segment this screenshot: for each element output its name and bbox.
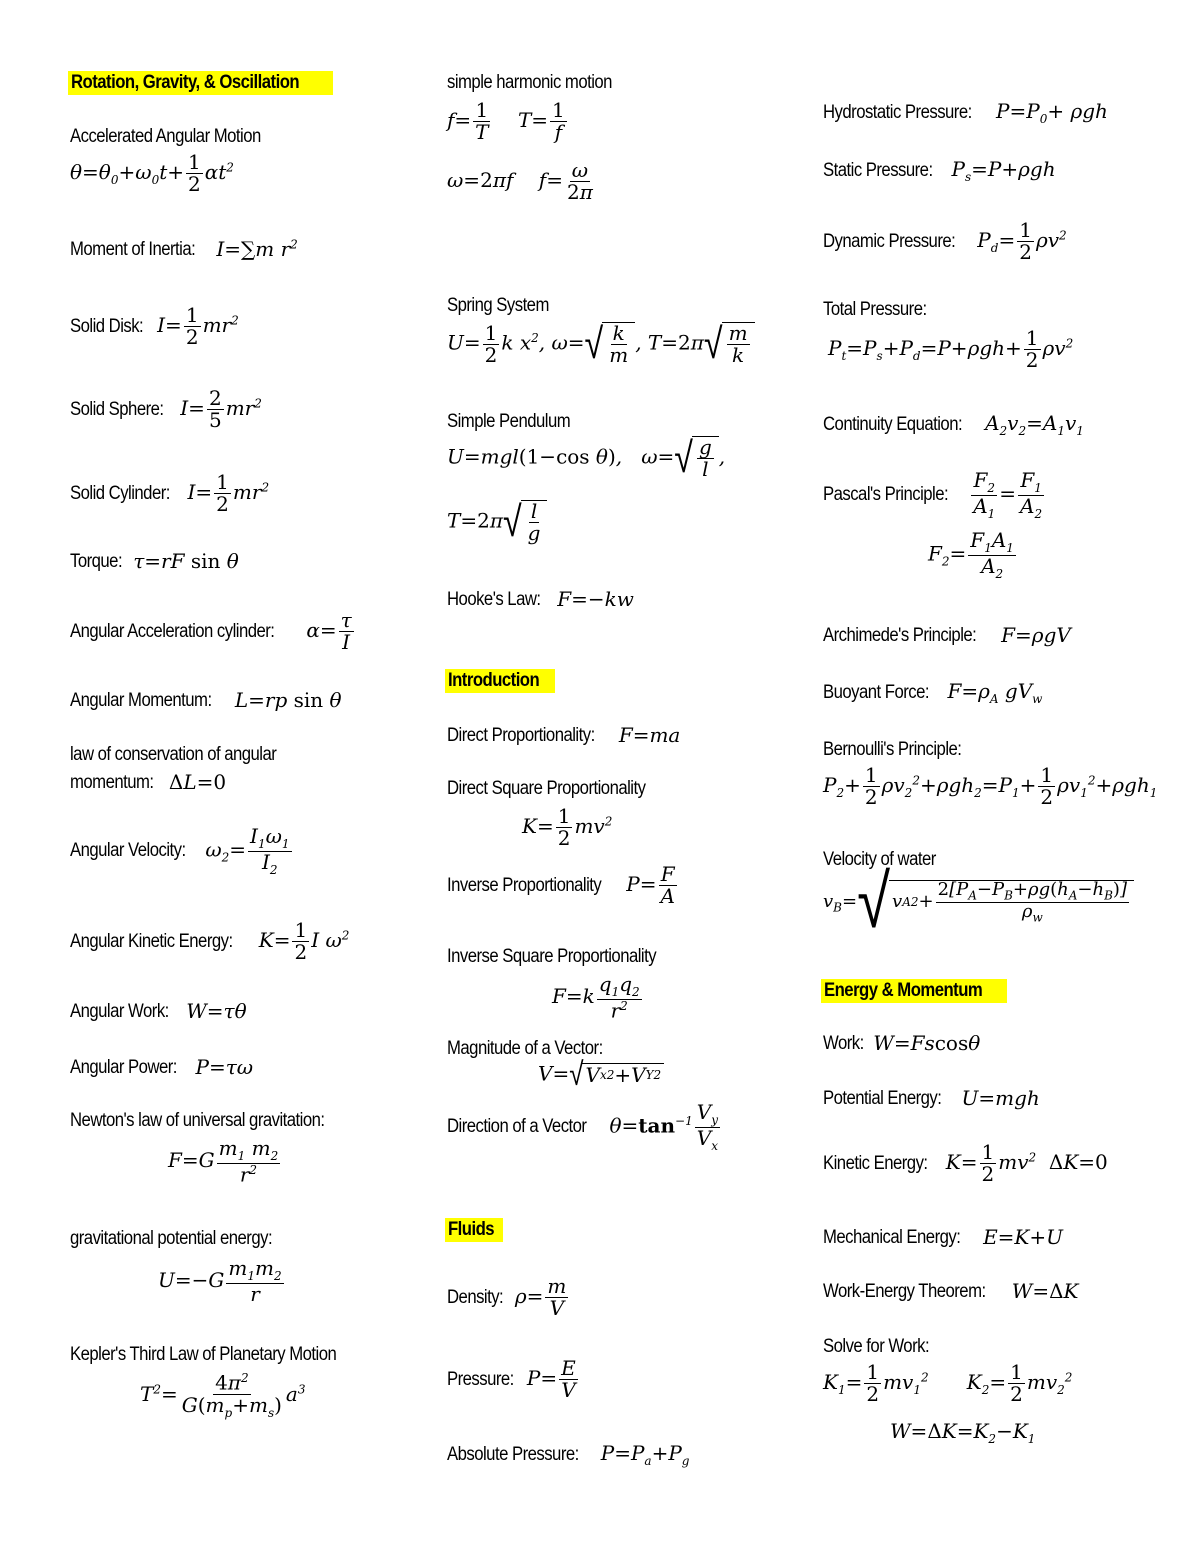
fluids-heading: Fluids [445, 1218, 503, 1242]
solve-for-work-label: Solve for Work: [823, 1336, 930, 1357]
pascals-principle-solved-formula: $F_2=$ $\frac{F_1A_1}{A_2}$ [928, 528, 1014, 581]
buoyant-force-row: Buoyant Force: $F=\rho_A$ $gV_w$ [823, 679, 1043, 706]
solid-sphere-row: Solid Sphere: I= $\frac{2}{5}$ $mr^2$ [70, 386, 262, 432]
angular-acceleration-row: Angular Acceleration cylinder: α= $\frac{\tau}{I}$ [70, 608, 352, 654]
solid-cylinder-row: Solid Cylinder: I= $\frac{1}{2}$ $mr^2$ [70, 470, 270, 516]
bernoulli-principle-label: Bernoulli's Principle: [823, 739, 962, 760]
bernoulli-principle-formula: $P_2+$ $\frac{1}{2}$ $\rho v_2^2+\rho gh_2=P_1+$ $\frac{1}{2}$ $\rho v_1^2+\rho gh_1$ [823, 763, 1158, 809]
pendulum-energy-formula: U=mgl(1−cos θ), ω= √ g l , [447, 433, 726, 483]
energy-momentum-heading: Energy & Momentum [821, 979, 1007, 1003]
work-row: Work: W=Fscosθ [823, 1031, 981, 1055]
hookes-law-row: Hooke's Law: F=−kw [447, 587, 634, 611]
spring-system-formula: U= $\frac{1}{2}$ k $x^2$, ω= √ k m , T=2π √ m k [447, 322, 755, 366]
work-energy-theorem-row: Work-Energy Theorem: W=ΔK [823, 1279, 1079, 1303]
velocity-of-water-formula: $v_B=$ √ v A 2 + $2[P_A-P_B+\rho g(h_A-h_B)]$ $\rho_w$ [823, 872, 1134, 932]
shm-angular-frequency-formula: ω=2πf f= $\frac{\omega}{2\pi}$ [447, 158, 593, 204]
conservation-row: momentum: ΔL=0 [70, 770, 227, 794]
angular-momentum-row: Angular Momentum: L=rp sin θ [70, 688, 342, 712]
dynamic-pressure-row: Dynamic Pressure: $P_d=$ $\frac{1}{2}$ $\rho v^2$ [823, 218, 1067, 264]
kepler-label: Kepler's Third Law of Planetary Motion [70, 1344, 337, 1365]
shm-frequency-period-formula: f= $\frac{1}{T}$ T= $\frac{1}{f}$ [447, 98, 565, 144]
static-pressure-row: Static Pressure: $P_s=P+\rho gh$ [823, 157, 1056, 184]
vector-direction-row: Direction of a Vector $\theta=\tan^{-1}$ $\frac{V_y}{V_x}$ [447, 1100, 718, 1153]
rotation-gravity-oscillation-heading: Rotation, Gravity, & Oscillation [68, 71, 333, 95]
density-row: Density: ρ= $\frac{m}{V}$ [447, 1274, 567, 1320]
newton-gravitation-label: Newton's law of universal gravitation: [70, 1110, 325, 1131]
grav-potential-energy-label: gravitational potential energy: [70, 1228, 273, 1249]
vector-magnitude-formula: V= √ V x 2 +V Y 2 [538, 1062, 664, 1088]
torque-row: Torque: τ=rF sin θ [70, 549, 239, 573]
vector-magnitude-label: Magnitude of a Vector: [447, 1038, 603, 1059]
angular-power-row: Angular Power: P=τω [70, 1055, 254, 1079]
absolute-pressure-row: Absolute Pressure: $P=P_a+P_g$ [447, 1441, 690, 1468]
moment-of-inertia-row: Moment of Inertia: I=∑m $r^2$ [70, 237, 298, 261]
inverse-square-proportionality-label: Inverse Square Proportionality [447, 946, 657, 967]
accelerated-angular-motion-label: Accelerated Angular Motion [70, 126, 261, 147]
direct-square-proportionality-label: Direct Square Proportionality [447, 778, 646, 799]
kepler-formula: $T^2=$ $\frac{4\pi^2}{G(m_p+m_s)}$ $a^3$ [140, 1370, 306, 1420]
simple-pendulum-label: Simple Pendulum [447, 411, 571, 432]
pressure-row: Pressure: P= $\frac{E}{V}$ [447, 1356, 576, 1402]
grav-potential-energy-formula: U=−G $\frac{m_1m_2}{r}$ [158, 1256, 282, 1306]
velocity-of-water-label: Velocity of water [823, 849, 936, 870]
total-pressure-label: Total Pressure: [823, 299, 927, 320]
continuity-equation-row: Continuity Equation: $A_2v_2=A_1v_1$ [823, 411, 1084, 438]
conservation-label-line1: law of conservation of angular [70, 744, 277, 765]
solve-for-work-result-formula: $W=\Delta K=K_2-K_1$ [890, 1419, 1036, 1446]
shm-label: simple harmonic motion [447, 72, 612, 93]
solve-for-work-kinetic-formulas: $K_1=$ $\frac{1}{2}$ $mv_1^2$ $K_2=$ $\frac{1}{2}$ $mv_2^2$ [823, 1360, 1073, 1406]
angular-work-row: Angular Work: W=τθ [70, 999, 247, 1023]
spring-system-label: Spring System [447, 295, 549, 316]
angular-velocity-row: Angular Velocity: $\omega_2=$ $\frac{I_1\omega_1}{I_2}$ [70, 824, 290, 877]
hydrostatic-pressure-row: Hydrostatic Pressure: $P=P_0+ \rho gh$ [823, 99, 1108, 126]
mechanical-energy-row: Mechanical Energy: E=K+U [823, 1225, 1063, 1249]
introduction-heading: Introduction [445, 669, 555, 693]
inverse-square-proportionality-formula: F=k $\frac{q_1q_2}{r^2}$ [552, 972, 640, 1023]
pascals-principle-row: Pascal's Principle: $\frac{F_2}{A_1}$ = $\frac{F_1}{A_2}$ [823, 468, 1043, 521]
total-pressure-formula: $P_t=P_s+P_d=P+\rho gh+$ $\frac{1}{2}$ $\rho v^2$ [828, 326, 1074, 372]
direct-square-proportionality-formula: K= $\frac{1}{2}$ $mv^2$ [522, 804, 613, 850]
inverse-proportionality-row: Inverse Proportionality P= $\frac{F}{A}$ [447, 862, 675, 908]
newton-gravitation-formula: F=G $\frac{m_1 m_2}{r^2}$ [168, 1136, 279, 1187]
direct-proportionality-row: Direct Proportionality: F=ma [447, 723, 681, 747]
archimedes-principle-row: Archimede's Principle: F=ρgV [823, 623, 1071, 647]
angular-kinetic-energy-row: Angular Kinetic Energy: K= $\frac{1}{2}$ I $\omega^2$ [70, 918, 350, 964]
kinetic-energy-row: Kinetic Energy: K= $\frac{1}{2}$ $mv^2$ ΔK=0 [823, 1140, 1108, 1186]
pendulum-period-formula: T=2π √ l g [447, 500, 547, 544]
solid-disk-row: Solid Disk: I= $\frac{1}{2}$ $mr^2$ [70, 303, 239, 349]
angular-motion-formula: $\theta=\theta_0+\omega_0t+$ $\frac{1}{2}$ $\alpha t^2$ [70, 150, 234, 196]
potential-energy-row: Potential Energy: U=mgh [823, 1086, 1040, 1110]
